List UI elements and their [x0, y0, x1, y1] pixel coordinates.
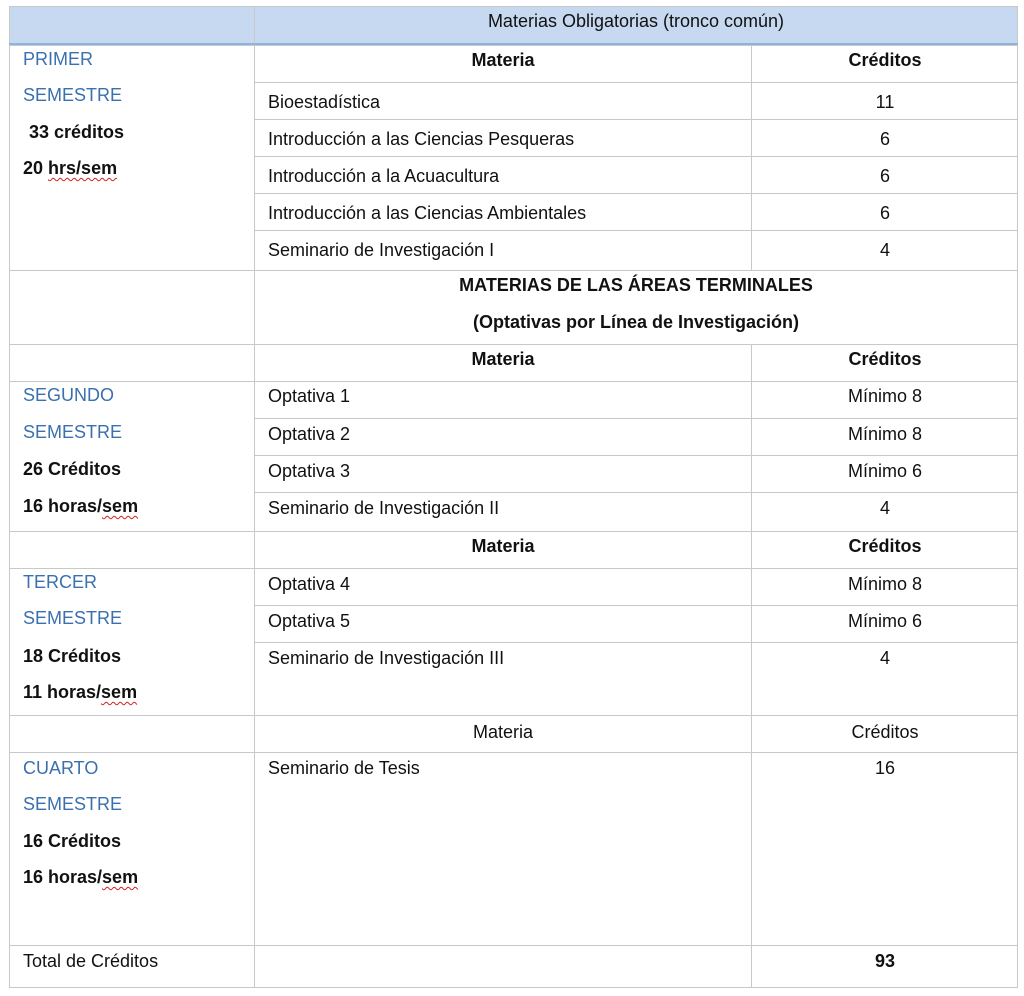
table-row-credits: 11: [751, 82, 1018, 120]
curriculum-table: [9, 6, 1018, 988]
column-header-creditos: Créditos: [751, 715, 1018, 753]
semester-name-1b: SEMESTRE: [23, 85, 123, 105]
total-blank-cell: [254, 945, 752, 988]
semester-credits-2: 26 Créditos: [23, 459, 122, 479]
table-row: Optativa 4: [254, 568, 752, 606]
header-title-cell: [254, 6, 1018, 44]
header-blank-cell: [9, 6, 255, 44]
column-header-creditos: Créditos: [751, 531, 1018, 569]
column-header-creditos: Créditos: [751, 344, 1018, 382]
column-header-materia: Materia: [254, 531, 752, 569]
header-blank-cell-4: [9, 715, 255, 753]
semester-name-3a: TERCER: [23, 572, 98, 592]
table-row-credits: Mínimo 8: [751, 418, 1018, 456]
semester-cell-1: [9, 45, 255, 271]
table-title: Materias Obligatorias (tronco común): [487, 11, 785, 31]
table-row: Seminario de Investigación II: [254, 492, 752, 532]
semester-name-4a: CUARTO: [23, 758, 99, 778]
table-row: Introducción a la Acuacultura: [254, 156, 752, 194]
semester-name-3b: SEMESTRE: [23, 608, 123, 628]
semester-name-2b: SEMESTRE: [23, 422, 123, 442]
semester-name-1a: PRIMER: [23, 49, 94, 69]
column-header-creditos: Créditos: [751, 45, 1018, 83]
semester-hours-3: 11 horas/sem: [23, 682, 138, 702]
header-blank-cell-3: [9, 531, 255, 569]
column-header-materia: Materia: [254, 715, 752, 753]
areas-title: MATERIAS DE LAS ÁREAS TERMINALES: [459, 275, 813, 295]
table-row: Seminario de Investigación III: [254, 642, 752, 716]
table-row-credits: 4: [751, 230, 1018, 271]
total-label: Total de Créditos: [23, 951, 159, 971]
semester-cell-4: [9, 752, 255, 946]
table-row-credits: 16: [751, 752, 1018, 946]
total-value: 93: [874, 951, 896, 971]
areas-blank-cell: [9, 270, 255, 345]
table-row: Optativa 5: [254, 605, 752, 643]
semester-name-2a: SEGUNDO: [23, 385, 115, 405]
column-header-materia: Materia: [254, 45, 752, 83]
column-header-materia: Materia: [254, 344, 752, 382]
table-row-credits: Mínimo 8: [751, 568, 1018, 606]
table-row: Optativa 3: [254, 455, 752, 493]
table-row: Optativa 1: [254, 381, 752, 419]
table-row-credits: 6: [751, 193, 1018, 231]
table-row-credits: Mínimo 6: [751, 605, 1018, 643]
table-row-credits: 6: [751, 119, 1018, 157]
table-row-credits: 4: [751, 642, 1018, 716]
total-label-cell: [9, 945, 255, 988]
table-row-credits: Mínimo 6: [751, 455, 1018, 493]
total-value-cell: [751, 945, 1018, 988]
semester-credits-4: 16 Créditos: [23, 831, 122, 851]
semester-credits-1: 33 créditos: [29, 122, 125, 142]
table-row: Bioestadística: [254, 82, 752, 120]
semester-name-4b: SEMESTRE: [23, 794, 123, 814]
table-row: Seminario de Tesis: [254, 752, 752, 946]
table-row: Introducción a las Ciencias Pesqueras: [254, 119, 752, 157]
table-row-credits: 4: [751, 492, 1018, 532]
table-row: Optativa 2: [254, 418, 752, 456]
table-row: Introducción a las Ciencias Ambientales: [254, 193, 752, 231]
areas-subtitle: (Optativas por Línea de Investigación): [472, 312, 800, 332]
semester-credits-3: 18 Créditos: [23, 646, 122, 666]
table-row: Seminario de Investigación I: [254, 230, 752, 271]
table-row-credits: Mínimo 8: [751, 381, 1018, 419]
semester-hours-4: 16 horas/sem: [23, 867, 139, 887]
areas-terminales-cell: [254, 270, 1018, 345]
semester-hours-2: 16 horas/sem: [23, 496, 139, 516]
header-blank-cell-2: [9, 344, 255, 382]
semester-cell-3: [9, 568, 255, 716]
semester-hours-1: 20 hrs/sem: [23, 158, 118, 178]
semester-cell-2: [9, 381, 255, 532]
table-row-credits: 6: [751, 156, 1018, 194]
